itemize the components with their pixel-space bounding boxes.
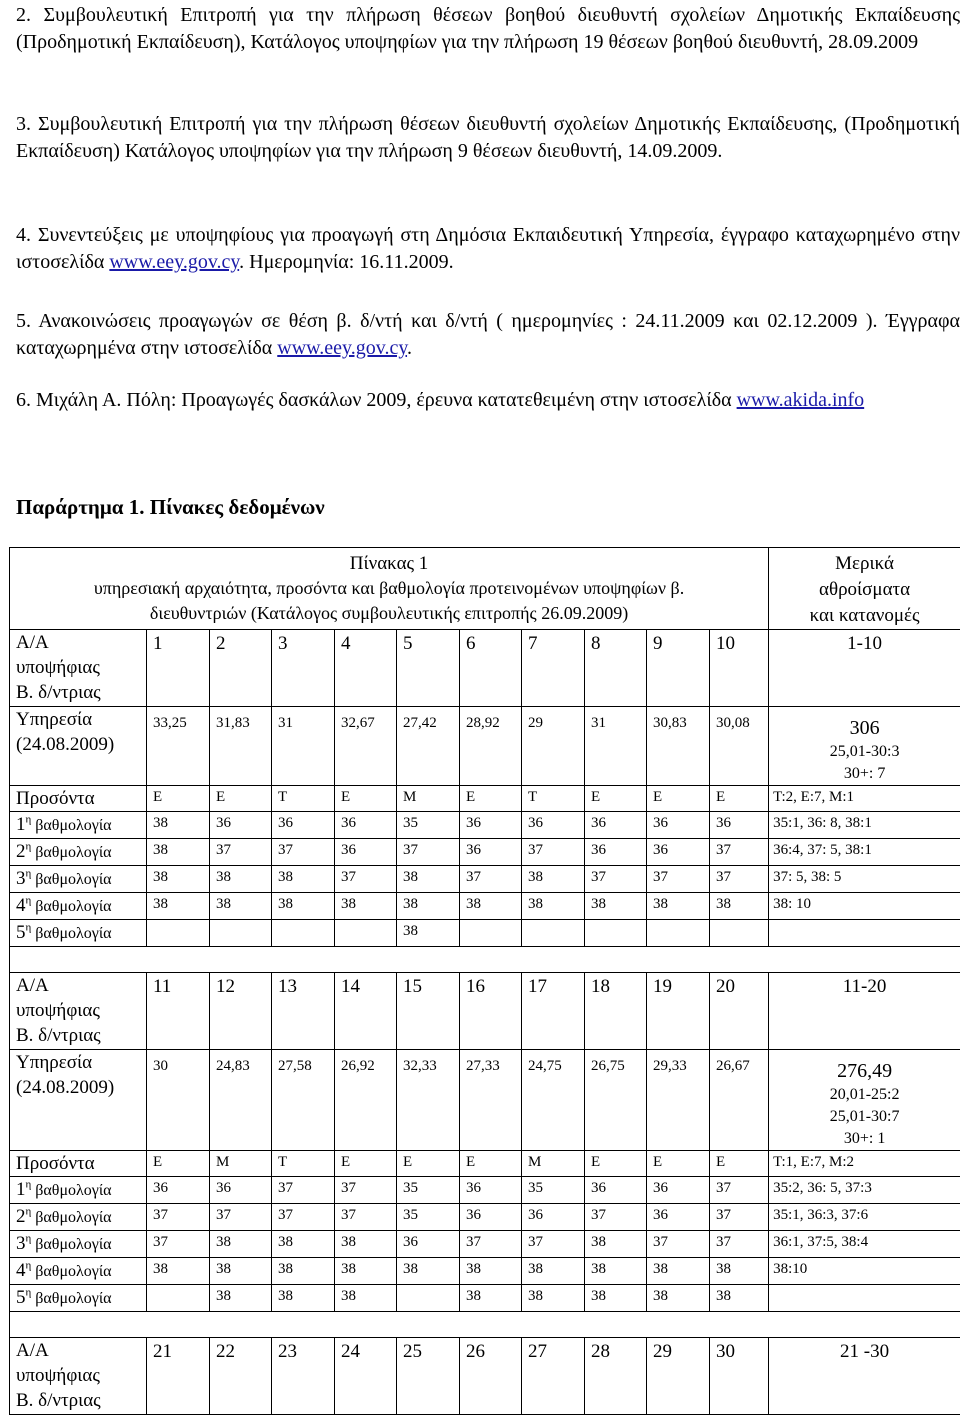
service-label: Υπηρεσία (24.08.2009) xyxy=(10,707,147,786)
grade-value: 37 xyxy=(460,866,522,893)
grade-value: 38 xyxy=(460,1285,522,1312)
grade-label: $2^\eta$ βαθμολογία xyxy=(10,839,147,866)
service-value: 32,67 xyxy=(335,707,397,786)
grade-word: βαθμολογία xyxy=(31,898,111,915)
grade-word: βαθμολογία xyxy=(31,817,111,834)
grade-value: 38 xyxy=(647,1258,710,1285)
service-value: 32,33 xyxy=(397,1050,460,1151)
grade-value: 36 xyxy=(460,839,522,866)
grade-word: βαθμολογία xyxy=(31,1263,111,1280)
grade-value: 36 xyxy=(585,839,647,866)
reference-link[interactable]: www.eey.gov.cy xyxy=(109,251,239,273)
grade-value: 37 xyxy=(272,839,335,866)
grade-value xyxy=(585,920,647,947)
candidate-id: 26 xyxy=(460,1338,522,1415)
candidate-id: 23 xyxy=(272,1338,335,1415)
grade-value: 38 xyxy=(335,1258,397,1285)
grade-value: 36 xyxy=(460,1177,522,1204)
grade-word: βαθμολογία xyxy=(31,1182,111,1199)
qualification-value: Ε xyxy=(147,786,210,812)
service-value: 28,92 xyxy=(460,707,522,786)
grade-label: $4^\eta$ βαθμολογία xyxy=(10,893,147,920)
grade-value: 38 xyxy=(397,920,460,947)
grade-value xyxy=(210,920,272,947)
grade-value: 38 xyxy=(647,893,710,920)
grade-value: 35 xyxy=(522,1177,585,1204)
candidate-id: 19 xyxy=(647,973,710,1050)
candidate-id: 27 xyxy=(522,1338,585,1415)
qualification-value: Ε xyxy=(335,786,397,812)
grade-value: 38 xyxy=(272,1231,335,1258)
grade-value: 35 xyxy=(397,1177,460,1204)
table-row xyxy=(10,630,960,707)
grade-value: 37 xyxy=(272,1204,335,1231)
grade-value: 37 xyxy=(335,866,397,893)
grade-summary: 37: 5, 38: 5 xyxy=(769,866,960,893)
grade-value: 36 xyxy=(522,812,585,839)
grade-value: 36 xyxy=(397,1231,460,1258)
grade-value: 38 xyxy=(522,893,585,920)
table-row xyxy=(10,812,960,839)
service-summary-line: 306 xyxy=(769,715,960,741)
grade-value: 37 xyxy=(647,1231,710,1258)
appendix-title: Παράρτημα 1. Πίνακες δεδομένων xyxy=(16,495,325,520)
service-summary-line: 25,01-30:3 xyxy=(769,741,960,763)
grade-value: 38 xyxy=(335,893,397,920)
grade-word: βαθμολογία xyxy=(31,925,111,942)
grade-summary: 36:1, 37:5, 38:4 xyxy=(769,1231,960,1258)
grade-value: 38 xyxy=(147,839,210,866)
service-value: 31 xyxy=(585,707,647,786)
grade-value: 38 xyxy=(522,866,585,893)
table-row xyxy=(10,866,960,893)
grade-summary: 36:4, 37: 5, 38:1 xyxy=(769,839,960,866)
candidate-id: 13 xyxy=(272,973,335,1050)
service-value: 30 xyxy=(147,1050,210,1151)
grade-value xyxy=(397,1285,460,1312)
service-value: 29 xyxy=(522,707,585,786)
grade-value: 36 xyxy=(647,839,710,866)
grade-value: 36 xyxy=(522,1204,585,1231)
grade-value: 38 xyxy=(522,1285,585,1312)
table-caption xyxy=(10,548,769,630)
qualification-value: Ε xyxy=(647,1151,710,1177)
service-summary xyxy=(769,707,960,786)
grade-superscript: η xyxy=(26,1287,32,1299)
qualifications-label: Προσόντα xyxy=(10,1151,147,1177)
candidate-label: Α/Α υποψήφιας Β. δ/ντριας xyxy=(10,1338,147,1415)
candidate-id: 2 xyxy=(210,630,272,707)
grade-value: 36 xyxy=(585,1177,647,1204)
candidate-label: Α/Α υποψήφιας Β. δ/ντριας xyxy=(10,973,147,1050)
summary-header: Μερικά αθροίσματα και κατανομές xyxy=(769,548,960,630)
qualification-value: Ε xyxy=(647,786,710,812)
grade-value: 37 xyxy=(210,839,272,866)
candidate-id: 22 xyxy=(210,1338,272,1415)
table-row xyxy=(10,707,960,786)
service-summary-line: 30+: 7 xyxy=(769,763,960,785)
grade-value xyxy=(522,920,585,947)
grade-value: 37 xyxy=(710,1177,769,1204)
service-value: 26,92 xyxy=(335,1050,397,1151)
service-value: 24,75 xyxy=(522,1050,585,1151)
grade-superscript: η xyxy=(26,895,32,907)
grade-value: 38 xyxy=(397,893,460,920)
grade-value: 36 xyxy=(335,839,397,866)
table-row xyxy=(10,1285,960,1312)
grade-value: 38 xyxy=(460,893,522,920)
grade-value: 38 xyxy=(272,1285,335,1312)
qualification-value: Τ xyxy=(272,786,335,812)
service-label: Υπηρεσία (24.08.2009) xyxy=(10,1050,147,1151)
qualification-value: Ε xyxy=(710,786,769,812)
grade-label: $4^\eta$ βαθμολογία xyxy=(10,1258,147,1285)
table-row xyxy=(10,839,960,866)
qualification-value: Μ xyxy=(397,786,460,812)
block-gap xyxy=(10,947,960,973)
reference-item: 3. Συμβουλευτική Επιτροπή για την πλήρωση θέσεων διευθυντή σχολείων Δημοτικής Εκπαίδευσης, (Προδημοτική Εκπαίδευση) Κατάλογος υποψηφίων για την πλήρωση 9 θέσεων διευθυντή, 14.09.2009. xyxy=(16,111,960,165)
grade-value: 38 xyxy=(710,1285,769,1312)
grade-superscript: η xyxy=(26,1179,32,1191)
grade-label: $3^\eta$ βαθμολογία xyxy=(10,866,147,893)
service-summary-line: 25,01-30:7 xyxy=(769,1106,960,1128)
table-row xyxy=(10,973,960,1050)
service-value: 26,75 xyxy=(585,1050,647,1151)
service-value: 31,83 xyxy=(210,707,272,786)
grade-value: 38 xyxy=(585,1231,647,1258)
candidate-id: 24 xyxy=(335,1338,397,1415)
candidate-id: 7 xyxy=(522,630,585,707)
grade-summary: 38: 10 xyxy=(769,893,960,920)
data-table xyxy=(9,547,960,1415)
qualification-value: Ε xyxy=(460,1151,522,1177)
qualification-value: Ε xyxy=(460,786,522,812)
grade-value: 38 xyxy=(522,1258,585,1285)
candidate-id: 9 xyxy=(647,630,710,707)
id-range: 1-10 xyxy=(769,630,960,707)
grade-superscript: η xyxy=(26,922,32,934)
grade-word: βαθμολογία xyxy=(31,871,111,888)
candidate-id: 30 xyxy=(710,1338,769,1415)
grade-superscript: η xyxy=(26,814,32,826)
grade-value: 38 xyxy=(647,1285,710,1312)
grade-value xyxy=(147,1285,210,1312)
grade-value: 38 xyxy=(335,1231,397,1258)
grade-word: βαθμολογία xyxy=(31,1236,111,1253)
reference-item: 5. Ανακοινώσεις προαγωγών σε θέση β. δ/ντή και δ/ντή ( ημερομηνίες : 24.11.2009 και 02.12.2009 ). Έγγραφα καταχωρημένα στην ιστοσελίδα www.eey.gov.cy. xyxy=(16,308,960,362)
candidate-id: 1 xyxy=(147,630,210,707)
grade-label: $2^\eta$ βαθμολογία xyxy=(10,1204,147,1231)
service-value: 31 xyxy=(272,707,335,786)
qualification-value: Τ xyxy=(522,786,585,812)
grade-value: 36 xyxy=(647,812,710,839)
grade-superscript: η xyxy=(26,1206,32,1218)
qualification-value: Μ xyxy=(210,1151,272,1177)
grade-value: 38 xyxy=(397,1258,460,1285)
grade-value: 38 xyxy=(272,1258,335,1285)
grade-value: 38 xyxy=(147,893,210,920)
candidate-id: 18 xyxy=(585,973,647,1050)
table-row xyxy=(10,1050,960,1151)
grade-value: 37 xyxy=(710,1231,769,1258)
reference-item: 4. Συνεντεύξεις με υποψηφίους για προαγωγή στη Δημόσια Εκπαιδευτική Υπηρεσία, έγγραφο καταχωρημένο στην ιστοσελίδα www.eey.gov.cy. Ημερομηνία: 16.11.2009. xyxy=(16,222,960,276)
grade-value: 37 xyxy=(710,866,769,893)
block-gap xyxy=(10,1312,960,1338)
grade-value xyxy=(272,920,335,947)
grade-value: 36 xyxy=(460,812,522,839)
grade-value: 38 xyxy=(585,1285,647,1312)
service-summary-line: 30+: 1 xyxy=(769,1128,960,1150)
grade-value: 38 xyxy=(397,866,460,893)
grade-summary: 38:10 xyxy=(769,1258,960,1285)
table-caption-line: διευθυντριών (Κατάλογος συμβουλευτικής επιτροπής 26.09.2009) xyxy=(10,601,768,626)
grade-superscript: η xyxy=(26,1260,32,1272)
grade-value: 38 xyxy=(147,812,210,839)
grade-value: 35 xyxy=(397,1204,460,1231)
candidate-id: 6 xyxy=(460,630,522,707)
grade-value xyxy=(147,920,210,947)
candidate-id: 28 xyxy=(585,1338,647,1415)
grade-value: 36 xyxy=(335,812,397,839)
grade-value: 37 xyxy=(522,1231,585,1258)
id-range: 11-20 xyxy=(769,973,960,1050)
table-row xyxy=(10,893,960,920)
grade-value xyxy=(647,920,710,947)
candidate-id: 15 xyxy=(397,973,460,1050)
grade-value: 38 xyxy=(147,1258,210,1285)
service-value: 24,83 xyxy=(210,1050,272,1151)
grade-value: 36 xyxy=(647,1204,710,1231)
qualification-value: Ε xyxy=(585,786,647,812)
grade-value: 37 xyxy=(585,1204,647,1231)
qualification-value: Ε xyxy=(210,786,272,812)
qualification-value: Τ xyxy=(272,1151,335,1177)
grade-summary xyxy=(769,920,960,947)
table-row xyxy=(10,548,960,630)
grade-summary: 35:1, 36: 8, 38:1 xyxy=(769,812,960,839)
reference-link[interactable]: www.eey.gov.cy xyxy=(277,337,407,359)
table-row xyxy=(10,920,960,947)
table-row xyxy=(10,786,960,812)
grade-value: 36 xyxy=(710,812,769,839)
candidate-label: Α/Α υποψήφιας Β. δ/ντριας xyxy=(10,630,147,707)
grade-value: 37 xyxy=(460,1231,522,1258)
grade-value: 38 xyxy=(210,1285,272,1312)
candidate-id: 11 xyxy=(147,973,210,1050)
id-range: 21 -30 xyxy=(769,1338,960,1415)
grade-value: 37 xyxy=(710,839,769,866)
grade-summary: 35:1, 36:3, 37:6 xyxy=(769,1204,960,1231)
table-row xyxy=(10,1231,960,1258)
grade-value: 38 xyxy=(585,893,647,920)
qualification-value: Ε xyxy=(710,1151,769,1177)
table-row xyxy=(10,1204,960,1231)
candidate-id: 25 xyxy=(397,1338,460,1415)
grade-value: 38 xyxy=(585,1258,647,1285)
service-value: 27,42 xyxy=(397,707,460,786)
grade-superscript: η xyxy=(26,841,32,853)
grade-value: 38 xyxy=(147,866,210,893)
grade-value: 36 xyxy=(460,1204,522,1231)
table-row xyxy=(10,947,960,973)
candidate-id: 3 xyxy=(272,630,335,707)
grade-value: 36 xyxy=(585,812,647,839)
grade-value: 38 xyxy=(710,1258,769,1285)
grade-word: βαθμολογία xyxy=(31,1290,111,1307)
qualification-value: Μ xyxy=(522,1151,585,1177)
grade-summary: 35:2, 36: 5, 37:3 xyxy=(769,1177,960,1204)
reference-item: 2. Συμβουλευτική Επιτροπή για την πλήρωση θέσεων βοηθού διευθυντή σχολείων Δημοτικής Εκπαίδευσης (Προδημοτική Εκπαίδευση), Κατάλογος υποψηφίων για την πλήρωση 19 θέσεων βοηθού διευθυντή, 28.09.2009 xyxy=(16,2,960,56)
grade-value: 37 xyxy=(335,1204,397,1231)
grade-value: 38 xyxy=(210,1231,272,1258)
candidate-id: 10 xyxy=(710,630,769,707)
candidate-id: 20 xyxy=(710,973,769,1050)
grade-value: 38 xyxy=(272,893,335,920)
qualifications-summary: Τ:2, Ε:7, Μ:1 xyxy=(769,786,960,812)
grade-label: $1^\eta$ βαθμολογία xyxy=(10,812,147,839)
grade-value: 37 xyxy=(272,1177,335,1204)
service-summary-line: 276,49 xyxy=(769,1058,960,1084)
grade-value xyxy=(460,920,522,947)
grade-value: 38 xyxy=(210,893,272,920)
table-caption-title: Πίνακας 1 xyxy=(10,551,768,576)
qualifications-summary: Τ:1, Ε:7, Μ:2 xyxy=(769,1151,960,1177)
grade-value: 36 xyxy=(147,1177,210,1204)
qualification-value: Ε xyxy=(585,1151,647,1177)
grade-value: 38 xyxy=(210,1258,272,1285)
service-value: 29,33 xyxy=(647,1050,710,1151)
qualifications-label: Προσόντα xyxy=(10,786,147,812)
grade-value xyxy=(335,920,397,947)
table-caption-line: υπηρεσιακή αρχαιότητα, προσόντα και βαθμολογία προτεινομένων υποψηφίων β. xyxy=(10,576,768,601)
grade-value: 37 xyxy=(710,1204,769,1231)
service-summary-line: 20,01-25:2 xyxy=(769,1084,960,1106)
grade-value xyxy=(710,920,769,947)
service-value: 33,25 xyxy=(147,707,210,786)
grade-value: 36 xyxy=(210,1177,272,1204)
grade-value: 37 xyxy=(210,1204,272,1231)
grade-value: 36 xyxy=(272,812,335,839)
grade-label: $1^\eta$ βαθμολογία xyxy=(10,1177,147,1204)
candidate-id: 5 xyxy=(397,630,460,707)
candidate-id: 29 xyxy=(647,1338,710,1415)
grade-value: 37 xyxy=(397,839,460,866)
reference-item: 6. Μιχάλη Α. Πόλη: Προαγωγές δασκάλων 2009, έρευνα κατατεθειμένη στην ιστοσελίδα www.akida.info xyxy=(16,387,960,414)
candidate-id: 4 xyxy=(335,630,397,707)
table-row xyxy=(10,1338,960,1415)
qualification-value: Ε xyxy=(335,1151,397,1177)
candidate-id: 14 xyxy=(335,973,397,1050)
service-value: 30,83 xyxy=(647,707,710,786)
grade-value: 38 xyxy=(272,866,335,893)
grade-label: $3^\eta$ βαθμολογία xyxy=(10,1231,147,1258)
table-row xyxy=(10,1312,960,1338)
grade-word: βαθμολογία xyxy=(31,844,111,861)
table-row xyxy=(10,1177,960,1204)
reference-link[interactable]: www.akida.info xyxy=(737,389,865,411)
grade-value: 38 xyxy=(710,893,769,920)
grade-value: 37 xyxy=(522,839,585,866)
grade-label: $5^\eta$ βαθμολογία xyxy=(10,920,147,947)
grade-superscript: η xyxy=(26,1233,32,1245)
grade-superscript: η xyxy=(26,868,32,880)
grade-value: 38 xyxy=(210,866,272,893)
grade-value: 35 xyxy=(397,812,460,839)
grade-word: βαθμολογία xyxy=(31,1209,111,1226)
service-value: 27,33 xyxy=(460,1050,522,1151)
grade-summary xyxy=(769,1285,960,1312)
table-row xyxy=(10,1151,960,1177)
grade-label: $5^\eta$ βαθμολογία xyxy=(10,1285,147,1312)
service-summary xyxy=(769,1050,960,1151)
grade-value: 38 xyxy=(335,1285,397,1312)
grade-value: 36 xyxy=(210,812,272,839)
service-value: 26,67 xyxy=(710,1050,769,1151)
qualification-value: Ε xyxy=(397,1151,460,1177)
grade-value: 37 xyxy=(335,1177,397,1204)
candidate-id: 17 xyxy=(522,973,585,1050)
service-value: 27,58 xyxy=(272,1050,335,1151)
candidate-id: 21 xyxy=(147,1338,210,1415)
grade-value: 37 xyxy=(585,866,647,893)
candidate-id: 8 xyxy=(585,630,647,707)
grade-value: 36 xyxy=(647,1177,710,1204)
qualification-value: Ε xyxy=(147,1151,210,1177)
grade-value: 37 xyxy=(147,1204,210,1231)
grade-value: 37 xyxy=(147,1231,210,1258)
table-row xyxy=(10,1258,960,1285)
service-value: 30,08 xyxy=(710,707,769,786)
grade-value: 38 xyxy=(460,1258,522,1285)
grade-value: 37 xyxy=(647,866,710,893)
candidate-id: 16 xyxy=(460,973,522,1050)
candidate-id: 12 xyxy=(210,973,272,1050)
